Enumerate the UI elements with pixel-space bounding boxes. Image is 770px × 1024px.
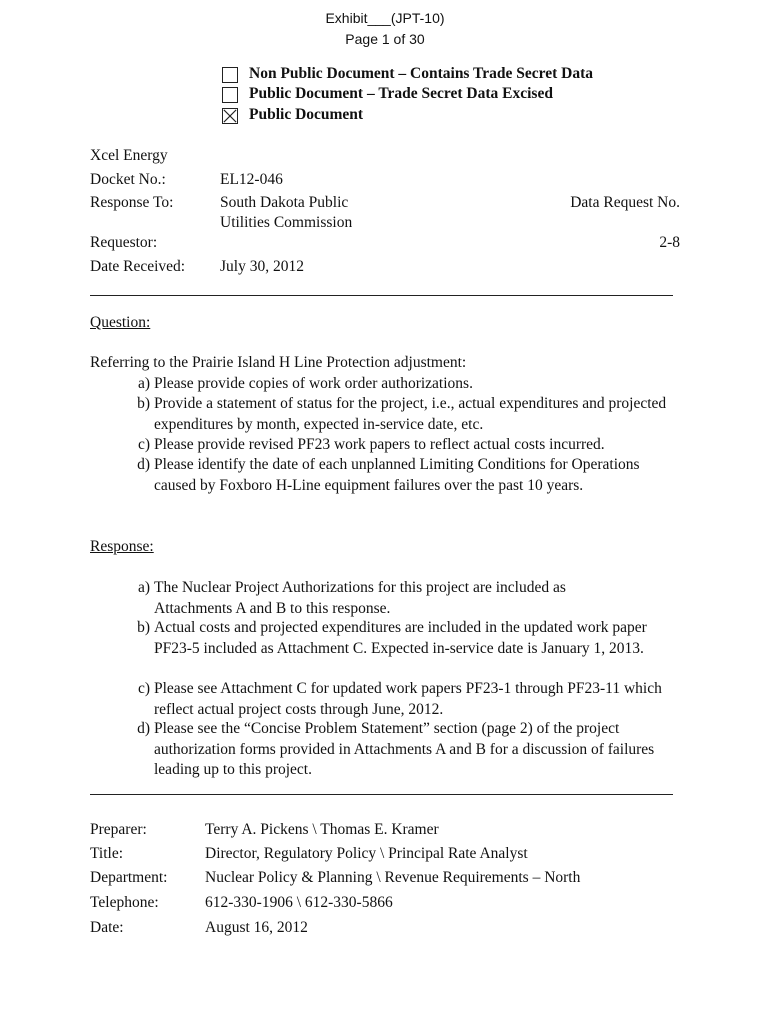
telephone-label: Telephone: bbox=[90, 894, 159, 911]
title-value: Director, Regulatory Policy \ Principal Rate Analyst bbox=[205, 845, 528, 862]
classification-label-non-public: Non Public Document – Contains Trade Secret Data bbox=[249, 65, 594, 82]
department-label: Department: bbox=[90, 869, 168, 886]
requestor-label: Requestor: bbox=[90, 234, 158, 251]
preparer-value: Terry A. Pickens \ Thomas E. Kramer bbox=[205, 821, 439, 838]
checkbox-public[interactable] bbox=[222, 108, 238, 124]
response-item bbox=[0, 719, 770, 781]
telephone-value: 612-330-1906 \ 612-330-5866 bbox=[205, 894, 393, 911]
question-item-text: Provide a statement of status for the project, i.e., actual expenditures and projected expenditures by month, expected in-service date, etc. bbox=[154, 395, 667, 433]
question-item-text: Please identify the date of each unplanned Limiting Conditions for Operations caused by Foxboro H-Line equipment failures over the past 10 years. bbox=[154, 456, 640, 494]
date-label: Date: bbox=[90, 919, 124, 936]
title-label: Title: bbox=[90, 845, 124, 862]
question-item-marker: c) bbox=[137, 436, 150, 453]
question-item bbox=[0, 455, 770, 517]
response-to-label: Response To: bbox=[90, 194, 174, 211]
response-item-text: Please see Attachment C for updated work papers PF23-1 through PF23-11 which reflect actual project costs through June, 2012. bbox=[154, 680, 662, 718]
exhibit-label: Exhibit___(JPT-10) bbox=[325, 10, 445, 26]
company-name: Xcel Energy bbox=[90, 147, 168, 164]
response-item bbox=[0, 679, 770, 719]
data-request-label: Data Request No. bbox=[570, 194, 680, 211]
page-number: Page 1 of 30 bbox=[345, 31, 425, 47]
response-item-marker: c) bbox=[137, 680, 150, 697]
response-item-text: Please see the “Concise Problem Statement” section (page 2) of the project authorization forms provided in Attachments A and B for a discussion of failures leading up to this project. bbox=[154, 720, 655, 778]
question-item-marker: b) bbox=[137, 395, 150, 412]
response-to-value-line2: Utilities Commission bbox=[220, 214, 353, 231]
question-item-text: Please provide revised PF23 work papers to reflect actual costs incurred. bbox=[154, 436, 605, 453]
question-item-text: Please provide copies of work order authorizations. bbox=[154, 375, 473, 392]
response-item-marker: a) bbox=[137, 579, 150, 596]
response-item-text: The Nuclear Project Authorizations for this project are included as Attachments A and B to this response. bbox=[154, 579, 566, 617]
question-item-marker: d) bbox=[137, 456, 150, 473]
classification-label-public: Public Document bbox=[249, 106, 364, 123]
preparer-label: Preparer: bbox=[90, 821, 147, 838]
divider-bottom bbox=[90, 794, 673, 795]
response-item-marker: b) bbox=[137, 619, 150, 636]
question-item bbox=[0, 435, 770, 455]
department-value: Nuclear Policy & Planning \ Revenue Requirements – North bbox=[205, 869, 581, 886]
docket-label: Docket No.: bbox=[90, 171, 166, 188]
response-item bbox=[0, 578, 770, 618]
date-received-label: Date Received: bbox=[90, 258, 186, 275]
question-heading: Question: bbox=[90, 314, 151, 331]
docket-value: EL12-046 bbox=[220, 171, 283, 188]
check-x-icon bbox=[223, 109, 237, 123]
question-item-marker: a) bbox=[137, 375, 150, 392]
data-request-value: 2-8 bbox=[659, 234, 680, 251]
divider-top bbox=[90, 295, 673, 296]
response-heading: Response: bbox=[90, 538, 154, 555]
date-received-value: July 30, 2012 bbox=[220, 258, 304, 275]
response-to-value-line1: South Dakota Public bbox=[220, 194, 349, 211]
date-value: August 16, 2012 bbox=[205, 919, 308, 936]
response-item-marker: d) bbox=[137, 720, 150, 737]
checkbox-public-excised[interactable] bbox=[222, 87, 238, 103]
question-item bbox=[0, 374, 770, 394]
response-item bbox=[0, 618, 770, 680]
question-intro: Referring to the Prairie Island H Line Protection adjustment: bbox=[90, 354, 467, 371]
question-item bbox=[0, 394, 770, 434]
response-item-text: Actual costs and projected expenditures are included in the updated work paper PF23-5 included as Attachment C. Expected in-service date is January 1, 2013. bbox=[154, 619, 647, 657]
classification-label-public-excised: Public Document – Trade Secret Data Excised bbox=[249, 85, 553, 102]
checkbox-non-public[interactable] bbox=[222, 67, 238, 83]
